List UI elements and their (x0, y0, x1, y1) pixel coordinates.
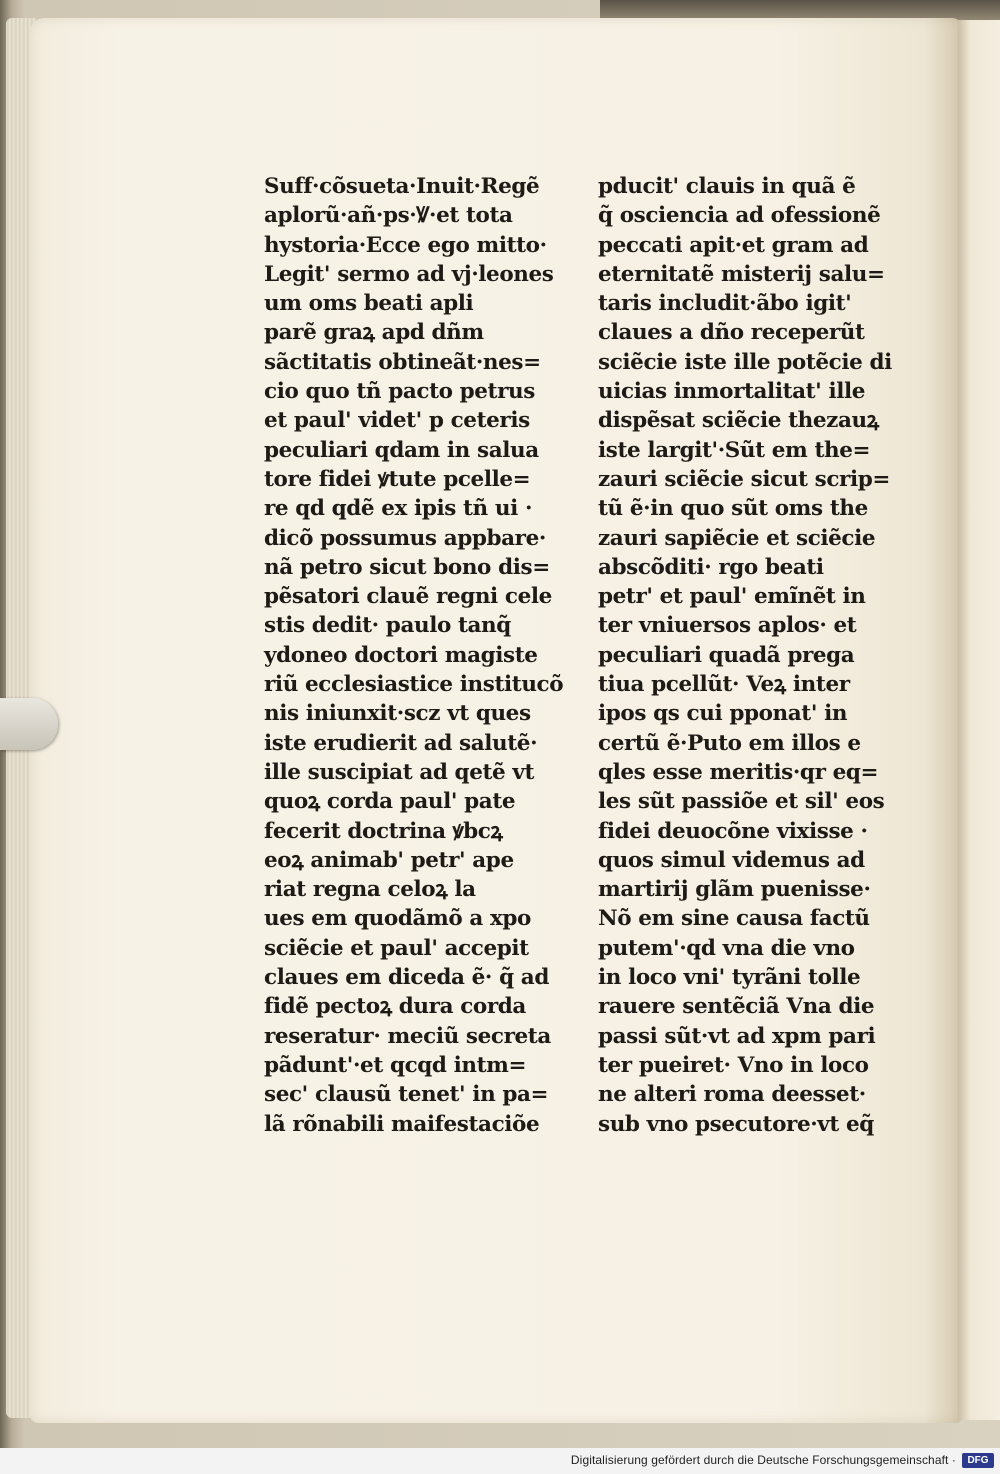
left-column-line: cio quo tñ pacto petrus (264, 379, 535, 405)
left-column-line: ille suscipiat ad qetẽ vt (264, 759, 534, 785)
right-column-line: ipos qs cui pponat' in (598, 701, 848, 727)
left-column-line: reseratur· meciũ secreta (264, 1023, 551, 1049)
right-column-line: passi sũt·vt ad xpm pari (598, 1023, 876, 1049)
left-column-line: ues em quodãmõ a xpo (264, 906, 531, 932)
right-column-line: pducit' clauis in quã ẽ (598, 174, 856, 199)
left-column-line: claues em diceda ẽ· q̃ ad (264, 965, 549, 991)
left-column-line: pẽsatori clauẽ regni cele (264, 584, 552, 610)
right-column-line: ter vniuersos aplos· et (598, 613, 857, 639)
left-column-line: hystoria·Ecce ego mitto· (264, 232, 547, 258)
right-column-line: rauere sentẽciã Vna die (598, 994, 875, 1020)
left-column-line: aplorũ·añ·ps·Ꝟ·et tota (264, 203, 513, 229)
right-column-line: petr' et paul' emĩnẽt in (598, 584, 866, 610)
left-column-line: stis dedit· paulo tanq̃ (264, 613, 511, 639)
left-column-line: um oms beati apli (264, 291, 474, 317)
right-column-line: putem'·qd vna die vno (598, 935, 855, 961)
right-column-line: sciẽcie iste ille potẽcie di (598, 349, 892, 375)
right-column-line: peculiari quadã prega (598, 642, 855, 668)
right-column-line: certũ ẽ·Puto em illos e (598, 730, 861, 756)
left-column-line: lã rõnabili maifestaciõe (264, 1111, 540, 1137)
right-column-line: taris includit·ãbo igit' (598, 291, 852, 317)
right-column-line: zauri sapiẽcie et sciẽcie (598, 525, 876, 551)
right-column-line: q̃ osciencia ad ofessionẽ (598, 203, 881, 229)
right-column-line: eternitatẽ misterij salu= (598, 261, 885, 287)
right-column-line: dispẽsat sciẽcie thezauꝝ (598, 408, 879, 434)
left-column-line: nis iniunxit·scz vt ques (264, 701, 531, 727)
left-column-line: Suff·cõsueta·Inuit·Regẽ (264, 174, 540, 199)
right-column-line: peccati apit·et gram ad (598, 232, 869, 258)
left-column-line: riat regna celoꝝ la (264, 877, 476, 903)
right-column-line: claues a dño receperũt (598, 320, 865, 346)
left-column-line: fecerit doctrina ꝟbcꝝ (264, 818, 503, 844)
right-column-line: uicias inmortalitat' ille (598, 379, 866, 405)
right-column-line: martirij glãm puenisse· (598, 877, 871, 903)
left-column-line: tore fidei ꝟtute pcelle= (264, 466, 531, 492)
left-column-line: nã petro sicut bono dis= (264, 554, 550, 580)
right-column-line: fidei deuocõne vixisse · (598, 818, 868, 844)
left-column-line: et paul' videt' p ceteris (264, 408, 530, 434)
left-column-line: eoꝝ animab' petr' ape (264, 847, 514, 873)
right-column-line: les sũt passiõe et sil' eos (598, 789, 885, 815)
left-column-line: parẽ graꝝ apd dñm (264, 320, 484, 346)
left-column-line: Legit' sermo ad vj·leones (264, 261, 554, 287)
dfg-logo-icon: DFG (962, 1453, 994, 1468)
text-column-right (598, 172, 890, 1139)
left-column-line: dicõ possumus appbare· (264, 525, 546, 551)
footer-bar (0, 1448, 1000, 1474)
left-column-line: iste erudierit ad salutẽ· (264, 730, 538, 756)
funding-credit: Digitalisierung gefördert durch die Deutsche Forschungsgemeinschaft · (570, 1453, 956, 1467)
left-column-line: riũ ecclesiastice institucõ (264, 672, 564, 698)
left-column-line: peculiari qdam in salua (264, 437, 539, 463)
left-column-line: ydoneo doctori magiste (264, 642, 538, 668)
text-column-left (264, 172, 564, 1139)
right-column-line: abscõditi· rgo beati (598, 554, 824, 580)
right-column-line: tũ ẽ·in quo sũt oms the (598, 496, 868, 522)
right-column-line: Nõ em sine causa factũ (598, 906, 870, 932)
left-column-line: pãdunt'·et qcqd intm= (264, 1052, 527, 1078)
page-clip (0, 698, 58, 750)
right-column-line: quos simul videmus ad (598, 847, 865, 873)
right-column-line: in loco vni' tyrãni tolle (598, 965, 861, 991)
left-column-line: quoꝝ corda paul' pate (264, 789, 516, 815)
left-column-line: sãctitatis obtineãt·nes= (264, 349, 541, 375)
right-column-line: ne alteri roma deesset· (598, 1082, 866, 1108)
adjacent-page-edge (958, 20, 1000, 1420)
right-column-line: ter pueiret· Vno in loco (598, 1052, 869, 1078)
right-column-line: zauri sciẽcie sicut scrip= (598, 466, 890, 492)
left-column-line: sec' clausũ tenet' in pa= (264, 1082, 549, 1108)
right-column-line: iste largit'·Sũt em the= (598, 437, 871, 463)
left-column-line: re qd qdẽ ex ipis tñ ui · (264, 496, 533, 522)
right-column-line: tiua pcellũt· Veꝝ inter (598, 672, 850, 698)
right-column-line: qles esse meritis·qr eq= (598, 759, 879, 785)
left-column-line: fidẽ pectoꝝ dura corda (264, 994, 526, 1020)
right-column-line: sub vno psecutore·vt eq̃ (598, 1111, 874, 1137)
left-column-line: sciẽcie et paul' accepit (264, 935, 529, 961)
